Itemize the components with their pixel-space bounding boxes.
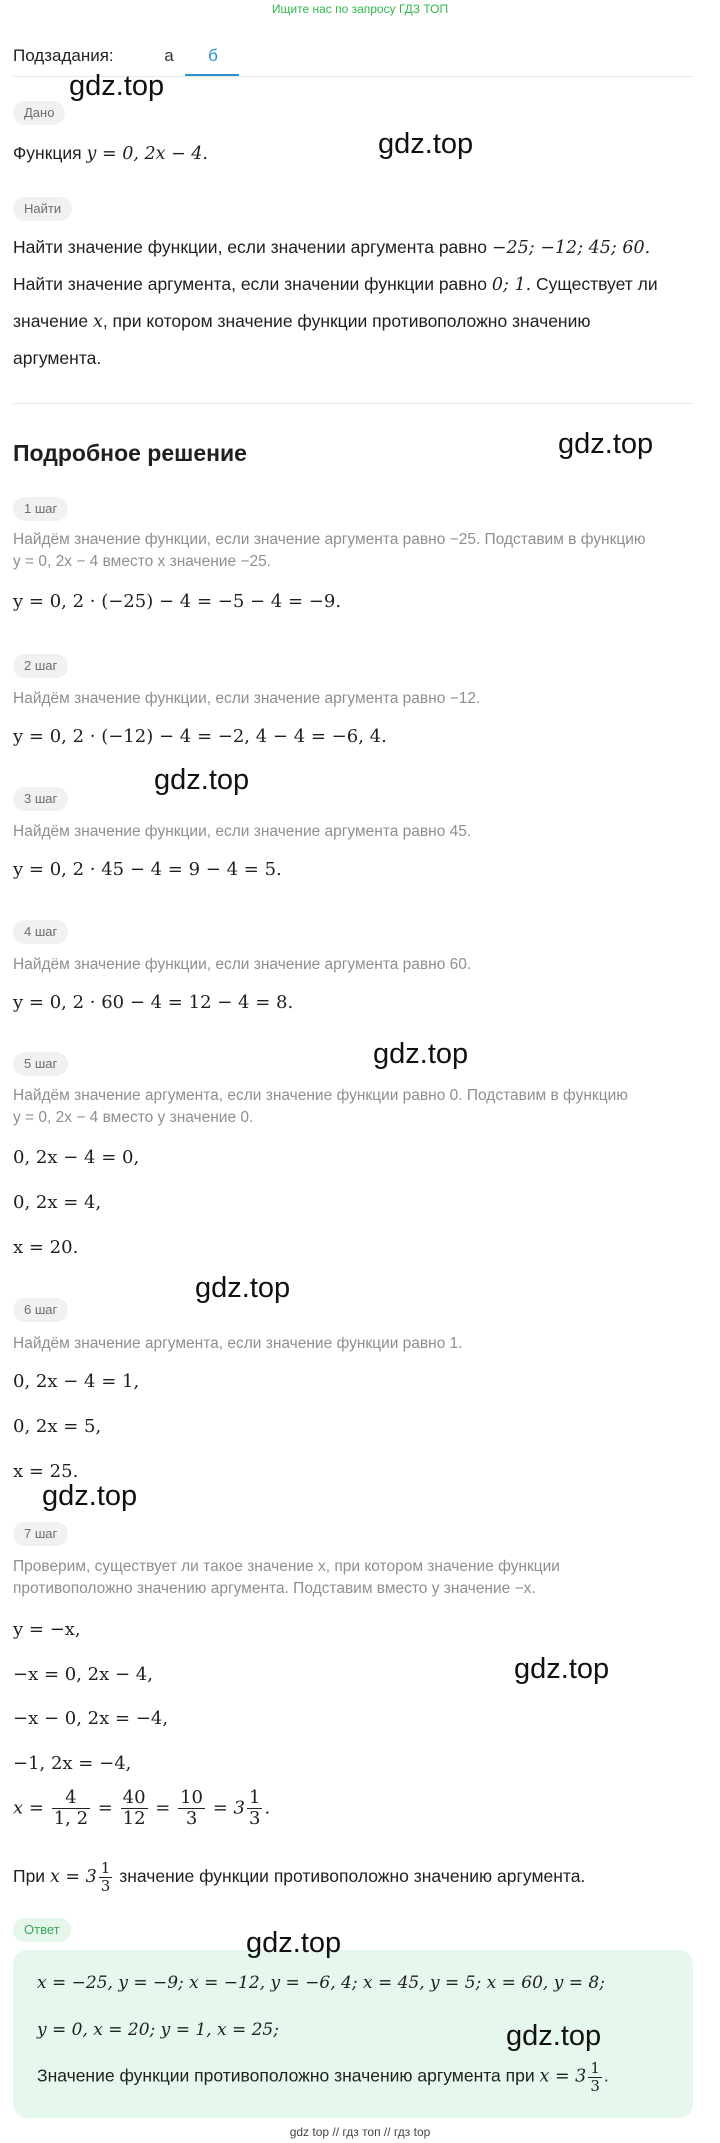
step-6-equation-1: 0, 2x − 4 = 1,: [13, 1371, 140, 1392]
watermark: gdz.top: [42, 1480, 138, 1512]
watermark: gdz.top: [373, 1038, 469, 1070]
answer-row-2: y = 0, x = 20; y = 1, x = 25;: [37, 2020, 279, 2040]
step-3-badge: 3 шаг: [13, 787, 68, 811]
watermark: gdz.top: [195, 1272, 291, 1304]
find-badge: Найти: [13, 197, 72, 221]
step-5-badge: 5 шаг: [13, 1052, 68, 1076]
step-2-desc: Найдём значение функции, если значение аргумента равно −12.: [13, 690, 481, 707]
step-7-fraction-equation: x = $\frac{4}{1, 2}$ = $\frac{40}{12}$ = $\frac{10}{3}$ = 3 $\frac{1}{3}$ .: [13, 1787, 271, 1829]
search-hint-link[interactable]: Ищите нас по запросу ГДЗ ТОП: [271, 2, 449, 16]
step-4-equation: y = 0, 2 · 60 − 4 = 12 − 4 = 8.: [13, 992, 294, 1013]
step-5-equation-2: 0, 2x = 4,: [13, 1192, 102, 1213]
footer-links[interactable]: gdz top // гдз топ // гдз top: [289, 2125, 431, 2139]
step-2-badge: 2 шаг: [13, 654, 68, 678]
step-7-equation-1: y = −x,: [13, 1619, 81, 1640]
watermark: gdz.top: [154, 764, 250, 796]
answer-row-3: Значение функции противоположно значению аргумента при x = 3 $\frac{1}{3}$ .: [37, 2059, 609, 2095]
step-1-badge: 1 шаг: [13, 497, 68, 521]
given-badge: Дано: [13, 101, 65, 125]
step-4-desc: Найдём значение функции, если значение аргумента равно 60.: [13, 956, 472, 973]
step-6-equation-2: 0, 2x = 5,: [13, 1416, 102, 1437]
step-7-equation-4: −1, 2x = −4,: [13, 1753, 132, 1774]
step-7-equation-3: −x − 0, 2x = −4,: [13, 1708, 169, 1729]
step-7-equation-2: −x = 0, 2x − 4,: [13, 1664, 153, 1685]
step-6-desc: Найдём значение аргумента, если значение функции равно 1.: [13, 1335, 463, 1352]
watermark: gdz.top: [558, 428, 654, 460]
step-2-equation: y = 0, 2 · (−12) − 4 = −2, 4 − 4 = −6, 4.: [13, 726, 387, 747]
step-7-badge: 7 шаг: [13, 1522, 68, 1546]
solution-title: Подробное решение: [13, 440, 247, 466]
step-3-equation: y = 0, 2 · 45 − 4 = 9 − 4 = 5.: [13, 859, 282, 880]
step-6-badge: 6 шаг: [13, 1298, 68, 1322]
answer-badge: Ответ: [13, 1918, 71, 1942]
tab-a[interactable]: а: [164, 46, 174, 65]
step-5-equation-1: 0, 2x − 4 = 0,: [13, 1147, 140, 1168]
step-5-desc: Найдём значение аргумента, если значение функции равно 0. Подставим в функцию y = 0, 2x − 4 вместо y значение 0.: [13, 1087, 628, 1126]
tab-b[interactable]: б: [208, 46, 218, 65]
answer-row-1: x = −25, y = −9; x = −12, y = −6, 4; x = 45, y = 5; x = 60, y = 8;: [37, 1973, 605, 1993]
step-5-equation-3: x = 20.: [13, 1237, 79, 1258]
step-4-badge: 4 шаг: [13, 920, 68, 944]
subtask-label: Подзадания:: [13, 46, 114, 65]
watermark: gdz.top: [514, 1653, 610, 1685]
given-text: Функция y = 0, 2x − 4.: [13, 143, 208, 164]
watermark: gdz.top: [246, 1927, 342, 1959]
step-6-equation-3: x = 25.: [13, 1461, 79, 1482]
section-divider: [13, 403, 693, 404]
find-text: Найти значение функции, если значении аргумента равно −25; −12; 45; 60. Найти значение аргумента, если значении функции равно 0; 1. Существует ли значение x, при котором значение функции противоположно значению аргумента.: [13, 237, 658, 368]
step-7-conclusion: При x = 3 $\frac{1}{3}$ значение функции противоположно значению аргумента.: [13, 1859, 586, 1895]
watermark: gdz.top: [69, 70, 165, 102]
watermark: gdz.top: [378, 128, 474, 160]
step-3-desc: Найдём значение функции, если значение аргумента равно 45.: [13, 823, 472, 840]
step-1-desc: Найдём значение функции, если значение аргумента равно −25. Подставим в функцию y = 0, 2x − 4 вместо x значение −25.: [13, 531, 646, 570]
step-1-equation: y = 0, 2 · (−25) − 4 = −5 − 4 = −9.: [13, 591, 342, 612]
watermark: gdz.top: [506, 2020, 602, 2052]
step-7-desc: Проверим, существует ли такое значение x, при котором значение функции противоположно значению аргумента. Подставим вместо y значение −x.: [13, 1558, 560, 1597]
